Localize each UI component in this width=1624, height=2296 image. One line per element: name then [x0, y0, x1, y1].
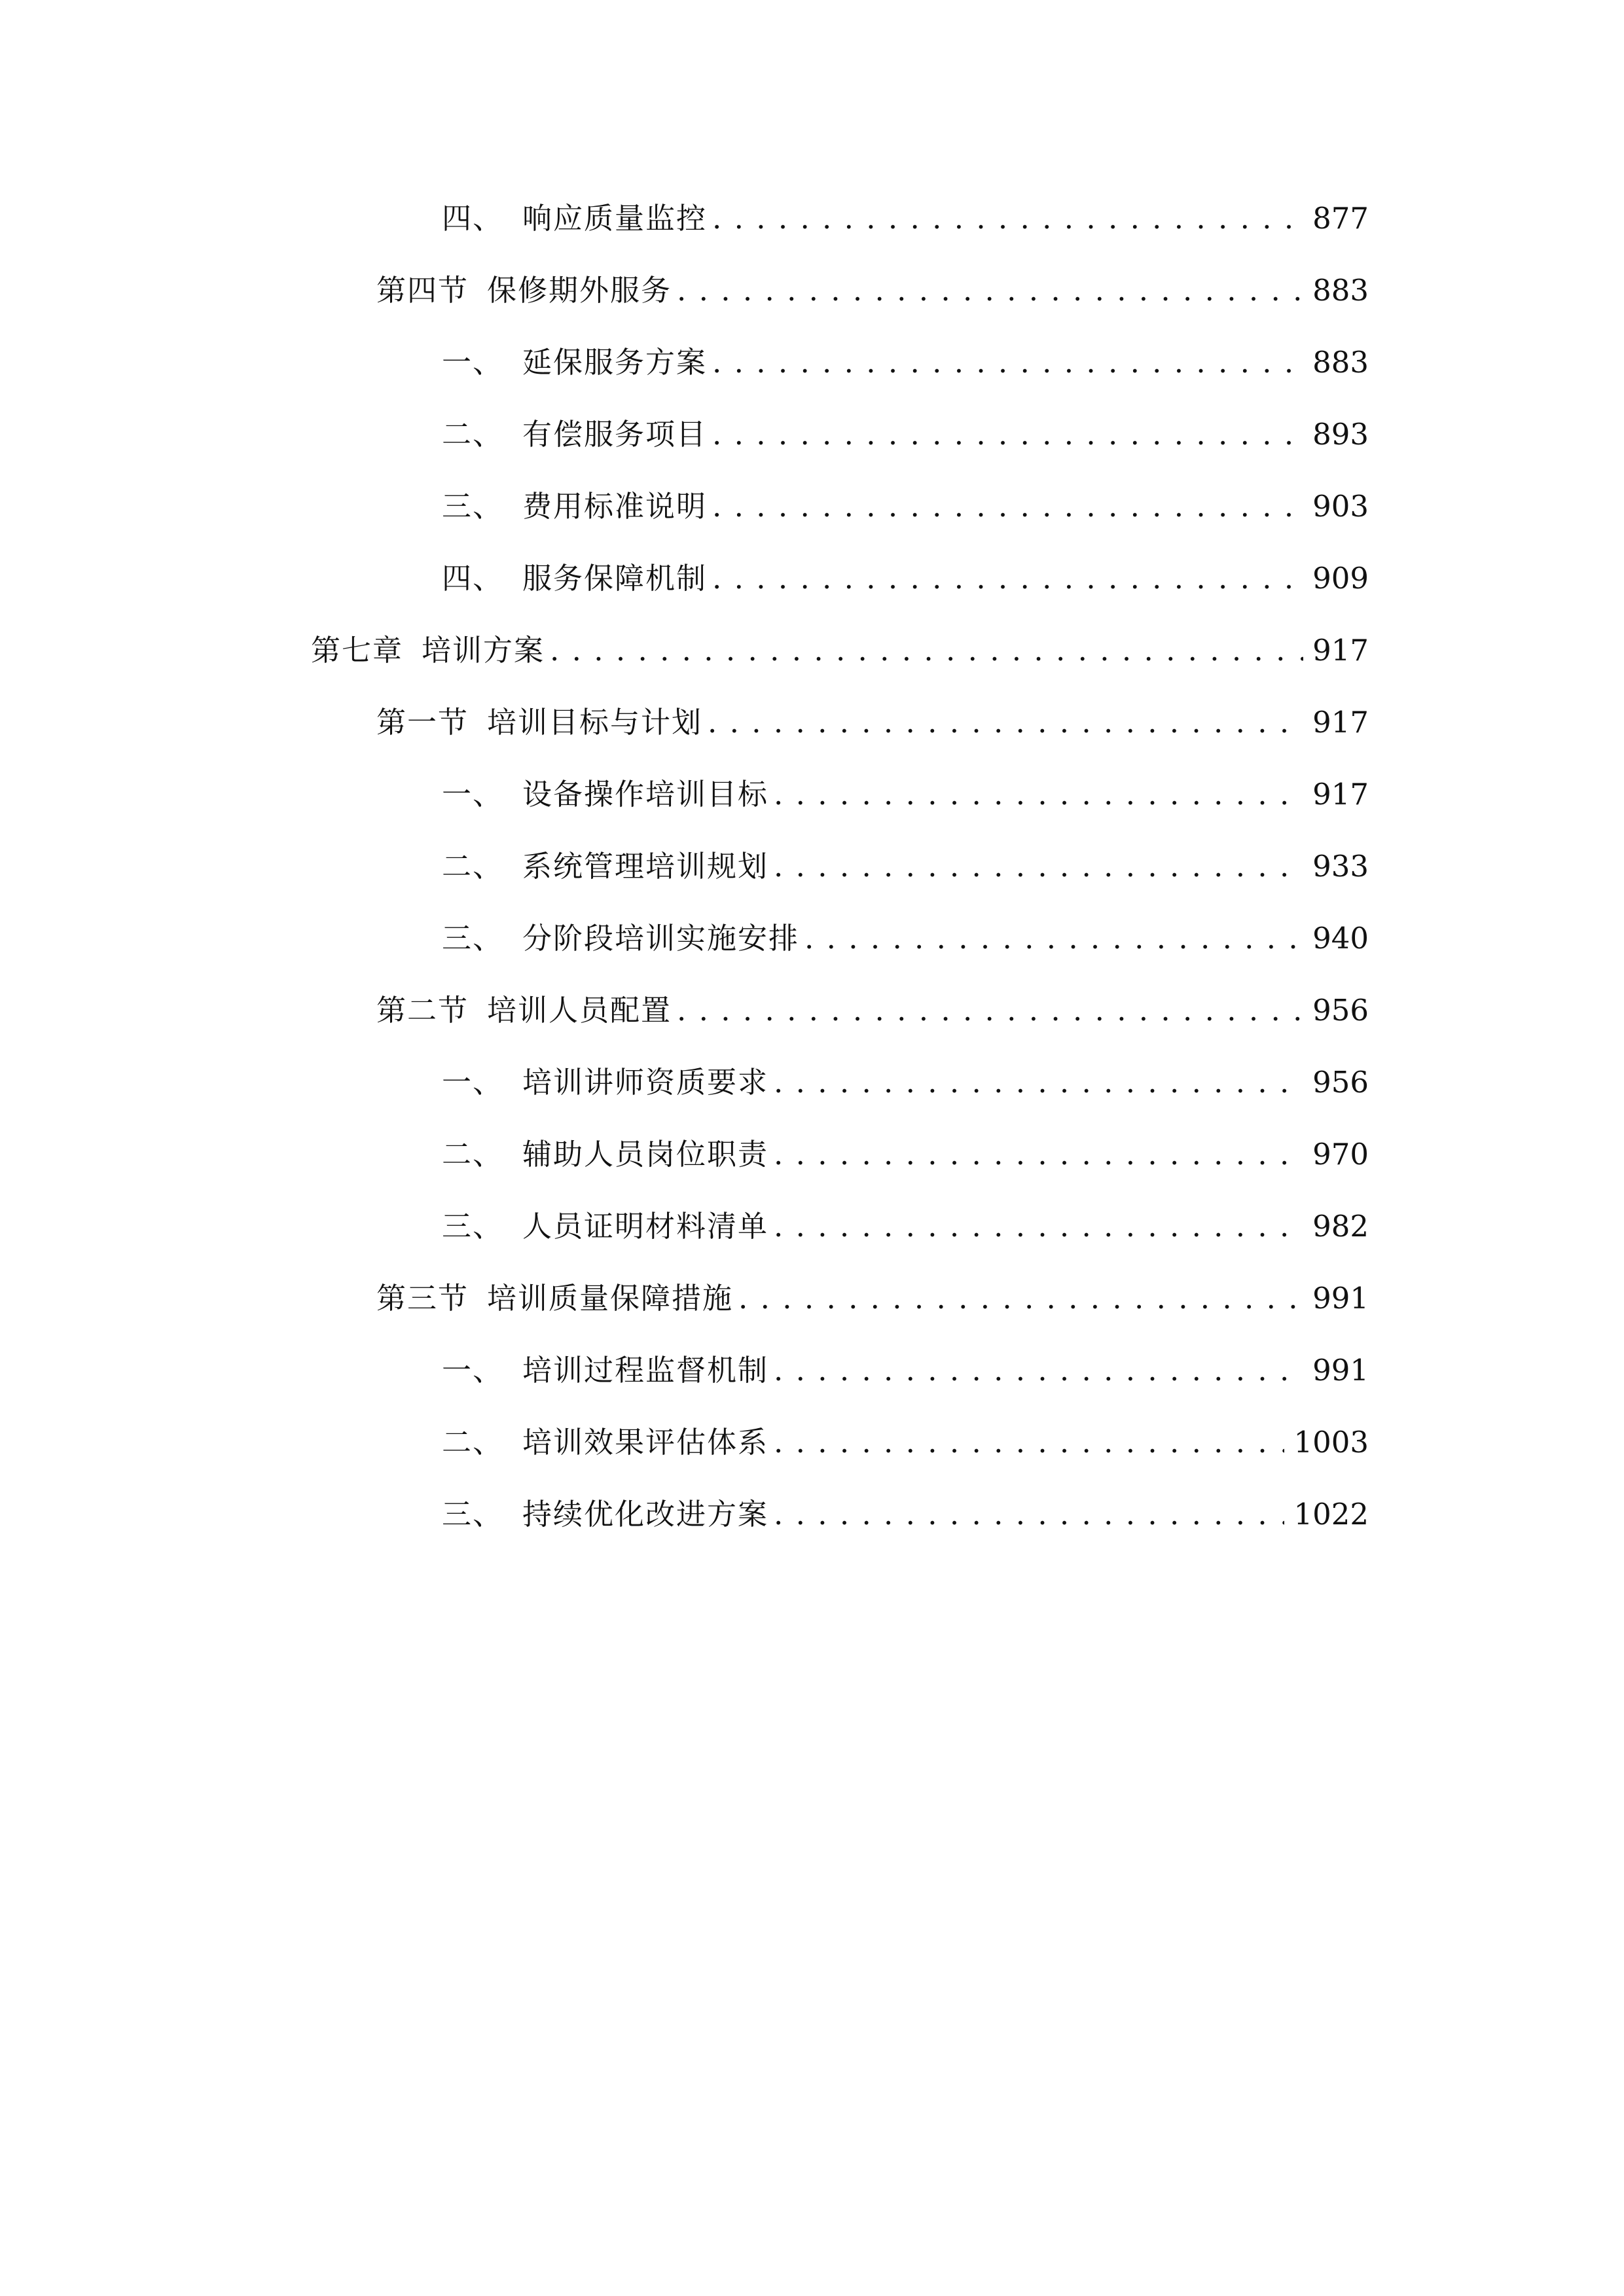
toc-entry-page-number: 877	[1312, 201, 1369, 236]
toc-entry-title: 培训目标与计划	[487, 705, 703, 740]
toc-entry[interactable]	[376, 264, 1369, 317]
toc-entry-title: 延保服务方案	[522, 345, 708, 380]
toc-entry-number: 第三节	[376, 1281, 469, 1316]
toc-entry-number: 第二节	[376, 993, 469, 1028]
toc-entry-title: 保修期外服务	[487, 273, 672, 308]
toc-entry[interactable]	[442, 1488, 1369, 1541]
toc-dot-leader	[708, 696, 1303, 749]
toc-entry-number: 一、	[442, 345, 504, 380]
toc-entry-page-number: 1022	[1293, 1497, 1369, 1532]
toc-entry[interactable]	[442, 552, 1369, 605]
toc-entry-title: 培训质量保障措施	[487, 1281, 734, 1316]
toc-entry-title: 响应质量监控	[522, 201, 708, 236]
toc-dot-leader	[712, 336, 1303, 389]
toc-entry-number: 第一节	[376, 705, 469, 740]
toc-entry-page-number: 970	[1312, 1137, 1369, 1172]
toc-entry[interactable]	[442, 1200, 1369, 1253]
toc-dot-leader	[774, 840, 1303, 893]
toc-dot-leader	[677, 984, 1303, 1037]
toc-entry-title: 持续优化改进方案	[522, 1497, 769, 1532]
toc-dot-leader	[712, 192, 1303, 245]
toc-dot-leader	[677, 264, 1303, 317]
toc-entry-number: 一、	[442, 777, 504, 812]
toc-entry[interactable]	[442, 192, 1369, 245]
toc-entry-page-number: 982	[1312, 1209, 1369, 1244]
toc-entry-title: 培训过程监督机制	[522, 1353, 769, 1388]
toc-dot-leader	[774, 1416, 1284, 1469]
toc-entry-title: 培训效果评估体系	[522, 1425, 769, 1460]
toc-entry-page-number: 917	[1312, 633, 1369, 668]
toc-entry[interactable]	[442, 336, 1369, 389]
toc-entry-page-number: 1003	[1293, 1425, 1369, 1460]
toc-entry-title: 费用标准说明	[522, 489, 708, 524]
toc-entry-page-number: 883	[1312, 345, 1369, 380]
toc-entry-page-number: 956	[1312, 1065, 1369, 1100]
toc-entry-page-number: 933	[1312, 849, 1369, 884]
toc-entry-title: 人员证明材料清单	[522, 1209, 769, 1244]
toc-dot-leader	[804, 912, 1303, 965]
toc-entry-number: 三、	[442, 1209, 504, 1244]
toc-entry[interactable]	[442, 912, 1369, 965]
toc-entry-page-number: 893	[1312, 417, 1369, 452]
toc-entry-page-number: 909	[1312, 561, 1369, 596]
toc-dot-leader	[774, 1056, 1303, 1109]
toc-entry-number: 一、	[442, 1065, 504, 1100]
toc-entry-title: 分阶段培训实施安排	[522, 921, 800, 956]
toc-entry-page-number: 903	[1312, 489, 1369, 524]
toc-entry-number: 二、	[442, 849, 504, 884]
toc-entry[interactable]	[376, 984, 1369, 1037]
toc-dot-leader	[774, 1344, 1303, 1397]
toc-entry-page-number: 956	[1312, 993, 1369, 1028]
toc-entry[interactable]	[442, 768, 1369, 821]
toc-entry[interactable]	[376, 1272, 1369, 1325]
toc-entry-number: 三、	[442, 921, 504, 956]
toc-entry-number: 三、	[442, 1497, 504, 1532]
toc-entry-number: 第七章	[311, 633, 404, 668]
toc-dot-leader	[712, 408, 1303, 461]
toc-entry-title: 有偿服务项目	[522, 417, 708, 452]
toc-entry-page-number: 991	[1312, 1353, 1369, 1388]
toc-entry-page-number: 991	[1312, 1281, 1369, 1316]
toc-entry[interactable]	[442, 1128, 1369, 1181]
toc-dot-leader	[550, 624, 1303, 677]
toc-dot-leader	[712, 552, 1303, 605]
toc-entry-page-number: 917	[1312, 705, 1369, 740]
toc-dot-leader	[774, 1200, 1303, 1253]
toc-entry-number: 三、	[442, 489, 504, 524]
toc-entry-number: 第四节	[376, 273, 469, 308]
toc-entry-page-number: 940	[1312, 921, 1369, 956]
toc-entry-title: 设备操作培训目标	[522, 777, 769, 812]
toc-entry-number: 四、	[442, 561, 504, 596]
toc-entry-page-number: 883	[1312, 273, 1369, 308]
toc-entry-title: 辅助人员岗位职责	[522, 1137, 769, 1172]
toc-entry[interactable]	[442, 1344, 1369, 1397]
toc-entry-title: 培训人员配置	[487, 993, 672, 1028]
toc-entry-number: 二、	[442, 1137, 504, 1172]
toc-entry[interactable]	[442, 480, 1369, 533]
toc-entry[interactable]	[442, 1416, 1369, 1469]
toc-entry-number: 二、	[442, 417, 504, 452]
toc-dot-leader	[774, 768, 1303, 821]
toc-entry-number: 一、	[442, 1353, 504, 1388]
toc-entry-title: 培训讲师资质要求	[522, 1065, 769, 1100]
toc-entry-title: 培训方案	[422, 633, 545, 668]
toc-entry-page-number: 917	[1312, 777, 1369, 812]
toc-dot-leader	[738, 1272, 1303, 1325]
toc-dot-leader	[774, 1128, 1303, 1181]
toc-entry-number: 二、	[442, 1425, 504, 1460]
toc-entry[interactable]	[442, 1056, 1369, 1109]
toc-entry[interactable]	[376, 696, 1369, 749]
toc-entry-number: 四、	[442, 201, 504, 236]
toc-entry[interactable]	[442, 408, 1369, 461]
toc-entry[interactable]	[311, 624, 1369, 677]
toc-dot-leader	[774, 1488, 1284, 1541]
toc-entry-title: 服务保障机制	[522, 561, 708, 596]
toc-entry[interactable]	[442, 840, 1369, 893]
toc-entry-title: 系统管理培训规划	[522, 849, 769, 884]
toc-dot-leader	[712, 480, 1303, 533]
